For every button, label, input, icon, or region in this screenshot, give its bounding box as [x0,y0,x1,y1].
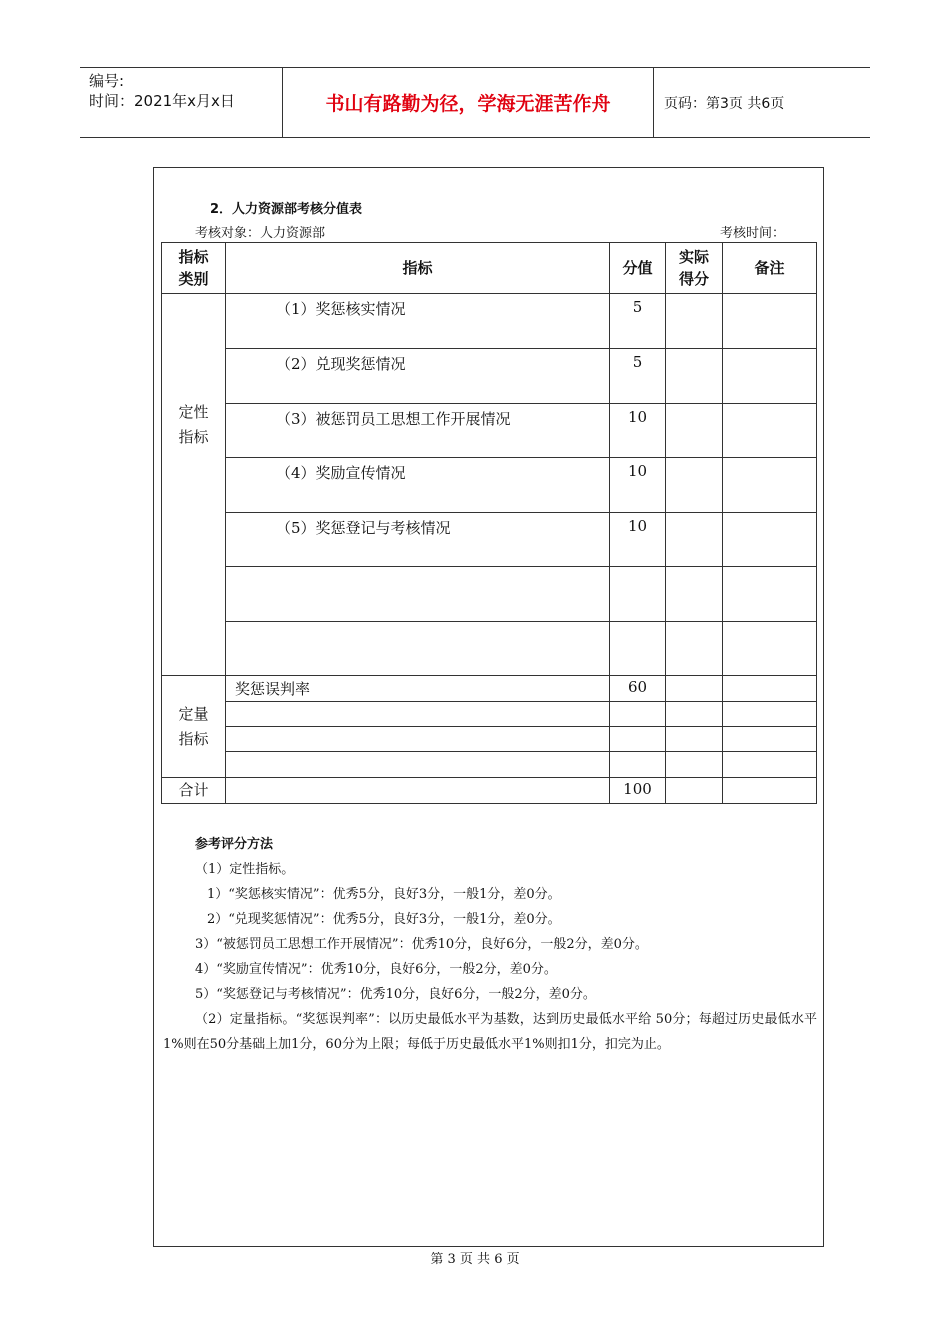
header-meta [80,68,282,137]
remark-cell [723,294,817,349]
remark-cell [723,622,817,676]
actual-cell [666,458,723,513]
score-cell [610,727,666,752]
total-label: 合计 [162,778,226,804]
actual-cell [666,778,723,804]
total-score: 100 [610,778,666,804]
remark-cell [723,567,817,622]
header-score: 分值 [610,243,666,294]
actual-cell [666,567,723,622]
score-cell [610,702,666,727]
actual-cell [666,513,723,567]
table-row [162,752,817,778]
header-category: 指标类别 [162,243,226,294]
header-page-label: 页码：第3页 共6页 [664,95,785,112]
remark-cell [723,458,817,513]
actual-cell [666,294,723,349]
actual-cell [666,727,723,752]
table-row [162,622,817,676]
actual-cell [666,622,723,676]
time-label: 时间：2021年x月x日 [89,92,235,110]
section-title: 2．人力资源部考核分值表 [210,202,363,217]
indicator-cell [226,567,610,622]
score-cell: 10 [610,513,666,567]
method-item: 2）“兑现奖惩情况”：优秀5分，良好3分，一般1分，差0分。 [207,912,561,927]
indicator-cell [226,752,610,778]
actual-cell [666,752,723,778]
table-row [162,513,817,567]
score-cell [610,622,666,676]
method-item: 3）“被惩罚员工思想工作开展情况”：优秀10分，良好6分，一般2分，差0分。 [195,937,648,952]
actual-cell [666,349,723,404]
table-row [162,727,817,752]
remark-cell [723,349,817,404]
indicator-cell: （5）奖惩登记与考核情况 [226,513,610,567]
assess-target: 考核对象：人力资源部 [195,226,326,241]
method-item: 1）“奖惩核实情况”：优秀5分，良好3分，一般1分，差0分。 [207,887,561,902]
remark-cell [723,404,817,458]
table-row [162,404,817,458]
score-cell [610,752,666,778]
table-row [162,458,817,513]
method-quantitative: （2）定量指标。“奖惩误判率”：以历史最低水平为基数，达到历史最低水平给 50分；每超过历史最低水平1%则在50分基础上加1分，60分为上限；每低于历史最低水平1%则扣1分，扣完为止。 [163,1012,817,1052]
quantitative-category: 定量指标 [162,676,226,778]
score-cell: 60 [610,676,666,702]
score-cell: 10 [610,458,666,513]
method-title: 参考评分方法 [195,837,274,852]
header-remark: 备注 [723,243,817,294]
indicator-cell: （4）奖励宣传情况 [226,458,610,513]
table-row [162,349,817,404]
score-cell [610,567,666,622]
assess-time: 考核时间： [720,226,786,241]
score-cell: 10 [610,404,666,458]
qualitative-category: 定性指标 [162,294,226,676]
remark-cell [723,778,817,804]
method-item: 4）“奖励宣传情况”：优秀10分，良好6分，一般2分，差0分。 [195,962,557,977]
header-indicator: 指标 [226,243,610,294]
scoring-method [163,832,817,1057]
actual-cell [666,676,723,702]
indicator-cell: （1）奖惩核实情况 [226,294,610,349]
remark-cell [723,702,817,727]
remark-cell [723,513,817,567]
indicator-cell [226,702,610,727]
header-motto: 书山有路勤为径，学海无涯苦作舟 [282,68,654,137]
page-footer: 第 3 页 共 6 页 [430,1252,520,1267]
table-row [162,294,817,349]
indicator-cell [226,778,610,804]
remark-cell [723,752,817,778]
indicator-cell [226,622,610,676]
indicator-cell: 奖惩误判率 [226,676,610,702]
score-table [161,242,817,804]
remark-cell [723,676,817,702]
total-row [162,778,817,804]
score-cell: 5 [610,349,666,404]
table-row [162,702,817,727]
remark-cell [723,727,817,752]
actual-cell [666,702,723,727]
header-actual: 实际得分 [666,243,723,294]
table-header-row [162,243,817,294]
indicator-cell [226,727,610,752]
document-header [80,67,870,138]
number-label: 编号: [89,72,125,90]
method-item: 5）“奖惩登记与考核情况”：优秀10分，良好6分，一般2分，差0分。 [195,987,596,1002]
method-qualitative: （1）定性指标。 [195,862,295,877]
score-cell: 5 [610,294,666,349]
actual-cell [666,404,723,458]
indicator-cell: （2）兑现奖惩情况 [226,349,610,404]
indicator-cell: （3）被惩罚员工思想工作开展情况 [226,404,610,458]
table-row [162,567,817,622]
table-row [162,676,817,702]
